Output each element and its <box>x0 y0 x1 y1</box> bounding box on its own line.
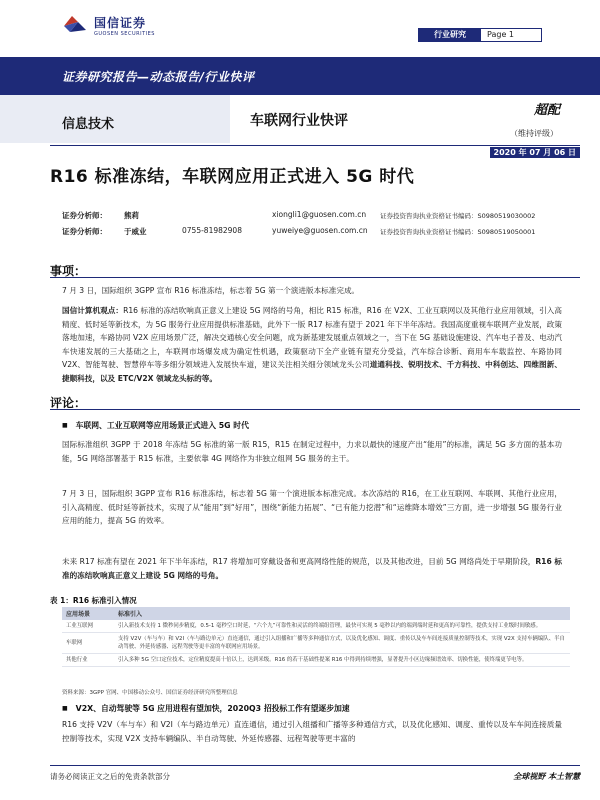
view-label: 国信计算机观点： <box>62 306 124 315</box>
table-row <box>62 620 570 633</box>
category-tag <box>418 28 542 42</box>
table-header-row <box>62 607 570 620</box>
view-text: R16 标准的冻结吹响真正意义上建设 5G 网络的号角，相比 R15 标准，R16 在 V2X、工业互联网以及其他行业应用领域，引入高精度、低时延等新技术，为 5G 服务行业应用提供标准基础，此外下一版 R17 标准有望于 2021 年下半年冻结。我国高度重视车联网产业发展，政策落地加速，车路协同 V2X 应用场景广泛，解决交通核心安全问题，成为新基建发展重点领域之一，当下在 5G 基础设施建设、汽车电子普及、电动汽车快速发展的三大基础之上，车联网市场爆发成为确定性机遇，政策驱动下全产业链有望充分受益，汽车综合诊断、商用车车载监控、车路协同 V2X、智能驾驶、智慧停车等多细分领域进入发展快车道，建议关注相关细分领域龙头公司 <box>62 306 563 369</box>
table-cell: 工业互联网 <box>62 620 114 633</box>
section-title: 评论： <box>50 396 87 410</box>
comment-paragraph: R16 支持 V2V（车与车）和 V2I（车与路边单元）直连通信，通过引入组播和广播等多种通信方式，以及优化感知、调度、重传以及车车间连接质量控制等技术，实现 V2X 支持车辆编队、半自动驾驶、外延传感器、远程驾驶等更丰富的 <box>62 720 562 743</box>
table-cell: 引入新技术支持 1 微秒同步精度，0.5-1 毫秒空口时延，“六个九”可靠性和灵活的终端组管理，最快可实现 5 毫秒以内的端到端时延和更高的可靠性，提供支持工业级时间敏感。 <box>114 620 570 633</box>
footer-slogan: 全球视野 本土智慧 <box>513 772 580 781</box>
analyst-name: 熊莉 <box>124 211 139 220</box>
analyst-row <box>62 226 582 238</box>
report-type: 车联网行业快评 <box>250 113 348 129</box>
company-logo <box>62 12 155 38</box>
comment-paragraph <box>62 555 562 582</box>
analyst-email[interactable]: yuweiye@guosen.com.cn <box>272 226 368 235</box>
subheading-bullet: ■ V2X、自动驾驶等 5G 应用进程有望加快，2020Q3 招投标工作有望逐步加速 <box>62 703 562 714</box>
report-title: R16 标准冻结，车联网应用正式进入 5G 时代 <box>50 167 415 187</box>
rating: 超配 <box>533 103 560 118</box>
page-footer <box>50 765 580 787</box>
analyst-email[interactable]: xiongli1@guosen.com.cn <box>272 210 367 219</box>
section-heading-comment <box>50 392 580 410</box>
table-caption: 表 1：R16 标准引入情况 <box>50 596 137 605</box>
analyst-name: 于威业 <box>124 227 147 236</box>
category-label: 行业研究 <box>419 29 481 41</box>
analyst-label: 证券分析师： <box>62 211 107 220</box>
analyst-license: 证券投资咨询执业资格证书编码：S0980519050001 <box>380 228 536 236</box>
event-text: 7 月 3 日，国际组织 3GPP 宣布 R16 标准冻结，标志着 5G 第一个演进版本标准完成。 <box>62 286 360 295</box>
table-cell: 其他行业 <box>62 654 114 667</box>
industry-label: 信息技术 <box>62 117 115 132</box>
table-row <box>62 633 570 654</box>
report-date: 2020 年 07 月 06 日 <box>490 147 580 158</box>
logo-name-en: GUOSEN SECURITIES <box>94 30 155 37</box>
table-row <box>62 654 570 667</box>
table-cell: 引入多种 5G 空口定位技术，定位精度提高十倍以上，达到米级。R16 的若干基础性提案 R16 中得到持续增强，显著提升小区边缘频谱效率、切换性能，使终端更节电等。 <box>114 654 570 667</box>
subheading-bullet: ■ 车联网、工业互联网等应用场景正式进入 5G 时代 <box>62 420 562 431</box>
analyst-license: 证券投资咨询执业资格证书编码：S0980519030002 <box>380 212 536 220</box>
comment-emphasis: R16 标准的冻结吹响真正意义上建设 5G 网络的号角。 <box>62 557 563 580</box>
table-cell: 车联网 <box>62 633 114 654</box>
r16-table <box>62 607 570 667</box>
table-header: 标准引入 <box>114 607 570 620</box>
disclaimer-note: 请务必阅读正文之后的免责条款部分 <box>50 772 170 781</box>
logo-icon <box>62 12 88 38</box>
report-series: 证券研究报告—动态报告/行业快评 <box>62 70 255 84</box>
analyst-row <box>62 210 582 222</box>
analyst-label: 证券分析师： <box>62 227 107 236</box>
comment-paragraph: 国际标准组织 3GPP 于 2018 年冻结 5G 标准的第一版 R15，R15 在制定过程中，力求以最快的速度产出“能用”的标准，满足 5G 多方面的基本功能，5G 网络部署基于 R15 标准，主要依靠 4G 网络作为非独立组网 5G 服务的主干。 <box>62 440 562 463</box>
page-number: Page 1 <box>487 30 514 39</box>
comment-paragraph: 7 月 3 日，国际组织 3GPP 宣布 R16 标准冻结，标志着 5G 第一个演进版本标准完成。本次冻结的 R16，在工业互联网、车联网、其他行业应用，引入高精度、低时延等新技术，实现了从“能用”到“好用”，围绕“新能力拓展”、“已有能力挖潜”和“运维降本增效”三方面，进一步增强 5G 服务行业应用的能力，提高 5G 的效率。 <box>62 489 562 525</box>
view-paragraph <box>62 304 562 385</box>
industry-panel <box>0 95 230 143</box>
section-title: 事项： <box>50 264 87 278</box>
table-header: 应用场景 <box>62 607 114 620</box>
page-header <box>0 0 600 56</box>
analyst-phone: 0755-81982908 <box>182 226 242 235</box>
rating-note: （维持评级） <box>510 129 558 138</box>
comment-text: 未来 R17 标准有望在 2021 年下半年冻结，R17 将增加可穿戴设备和更高网络性能的规范，以及其他改进，目前 5G 网络尚处于早期阶段， <box>62 557 536 566</box>
date-line <box>50 145 580 157</box>
section-heading-event <box>50 260 580 278</box>
table-cell: 支持 V2V（车与车）和 V2I（车与路边单元）直连通信，通过引入组播和广播等多种通信方式，以及优化感知、调度、重传以及车车间连接质量控制等技术，实现 V2X 支持车辆编队、半自动驾驶、外延传感器、远程驾驶等更丰富的车联网应用场景。 <box>114 633 570 654</box>
recommended-companies: 道通科技、锐明技术、千方科技、中科创达、四维图新、捷顺科技，以及 ETC/V2X 领域龙头标的等。 <box>62 360 562 383</box>
table-source: 资料来源：3GPP 官网、中国移动公众号、国信证券经济研究所整理信息 <box>62 690 238 696</box>
logo-name-cn: 国信证券 <box>94 15 147 30</box>
report-band <box>0 57 600 95</box>
